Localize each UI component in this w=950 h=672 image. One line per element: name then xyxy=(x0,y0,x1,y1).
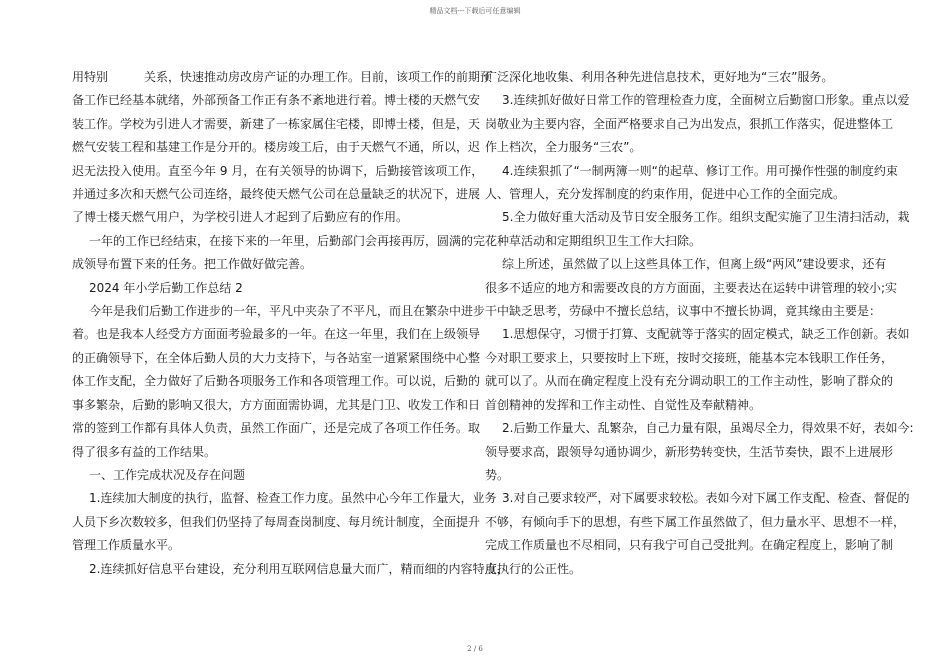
right-text-column xyxy=(485,66,914,581)
text-line: 着。也是我本人经受方方面面考验最多的一年。在这一年里，我们在上级领导 xyxy=(72,327,481,342)
page-header: 精品文档---下载后可任意编辑 xyxy=(429,7,521,15)
text-line: 装工作。学校为引进人才需要，新建了一栋家属住宅楼，即博士楼，但是，天 xyxy=(72,116,481,131)
text-line: 岗敬业为主要内容，全面严格要求自己为出发点，狠抓工作落实，促进整体工 xyxy=(485,116,894,131)
text-line: 作上档次，全力服务“三农”。 xyxy=(485,140,642,155)
text-line: 就可以了。从而在确定程度上没有充分调动职工的工作主动性，影响了群众的 xyxy=(485,374,894,389)
text-line: 2.后勤工作量大、乱繁杂，自己力量有限，虽竭尽全力，得效果不好，表如今: xyxy=(502,421,914,436)
text-line: 4.连续狠抓了“一制两簿一则“的起草、修订工作。用可操作性强的制度约束 xyxy=(502,163,898,178)
text-line: 人员下乡次数较多，但我们仍坚持了每周查岗制度、每月统计制度，全面提升 xyxy=(72,514,481,529)
text-line: 今年是我们后勤工作进步的一年，平凡中夹杂了不平凡，而且在繁杂中进步 xyxy=(89,304,486,319)
text-line: 干中缺乏思考，劳碌中不擅长总结，议事中不擅长协调，竟其缘由主要是： xyxy=(485,304,882,319)
text-line: 用特别 关系，快速推动房改房产证的办理工作。目前，该项工作的前期预 xyxy=(72,70,493,84)
text-line: 势。 xyxy=(485,467,510,482)
section-title: 2024 年小学后勤工作总结 2 xyxy=(89,280,243,295)
left-text-column xyxy=(72,66,509,581)
page-number: 2 / 6 xyxy=(467,645,483,653)
text-line: 体工作支配，全力做好了后勤各项服务工作和各项管理工作。可以说，后勤的 xyxy=(72,374,481,389)
text-line: 5.全力做好重大活动及节日安全服务工作。组织支配实施了卫生清扫活动，栽 xyxy=(502,210,910,225)
text-line: 综上所述，虽然做了以上这些具体工作，但离上级“两风”建设要求，还有 xyxy=(502,257,887,272)
text-line: 完成工作质量也不尽相同，只有我宁可自己受批判。在确定程度上，影响了制 xyxy=(485,538,894,553)
text-line: 花种草活动和定期组织卫生工作大扫除。 xyxy=(485,233,702,248)
text-line: 并通过多次和天燃气公司连络，最终使天燃气公司在总量缺乏的状况下，进展 xyxy=(72,187,481,202)
section-heading: 一、工作完成状况及存在问题 xyxy=(89,467,246,482)
text-line: 事多繁杂，后勤的影响又很大，方方面面需协调，尤其是门卫、收发工作和日 xyxy=(72,397,481,412)
text-line: 的正确领导下，在全体后勤人员的大力支持下，与各站室一道紧紧围绕中心整 xyxy=(72,350,481,365)
text-line: 很多不适应的地方和需要改良的方方面面，主要表达在运转中讲管理的较小;实 xyxy=(485,280,898,295)
text-line: 迟无法投入使用。直至今年 9 月，在有关领导的协调下，后勤接管该项工作， xyxy=(72,163,484,178)
text-line: 成领导布置下来的任务。把工作做好做完善。 xyxy=(72,257,313,272)
text-line: 3.连续抓好做好日常工作的管理检查力度，全面树立后勤窗口形象。重点以爱 xyxy=(502,93,910,108)
text-line: 一年的工作已经结束，在接下来的一年里，后勤部门会再接再厉，圆满的完 xyxy=(89,233,486,248)
text-line: 2.连续抓好信息平台建设，充分利用互联网信息量大而广，精而细的内容特点， xyxy=(89,561,509,576)
text-line: 3.对自己要求较严，对下属要求较松。表如今对下属工作支配、检查、督促的 xyxy=(502,491,910,506)
text-line: 燃气安装工程和基建工作是分开的。楼房竣工后，由于天燃气不通，所以，迟 xyxy=(72,140,481,155)
text-line: 领导要求高，跟领导勾通协调少，新形势转变快，生活节奏快，跟不上进展形 xyxy=(485,444,894,459)
text-line: 了博士楼天燃气用户，为学校引进人才起到了后勤应有的作用。 xyxy=(72,210,409,225)
text-line: 备工作已经基本就绪，外部预备工作正有条不紊地进行着。博士楼的天燃气安 xyxy=(72,93,481,108)
text-line: 管理工作质量水平。 xyxy=(72,538,181,553)
text-line: 1.思想保守，习惯于打算、支配就等于落实的固定模式，缺乏工作创新。表如 xyxy=(502,327,910,342)
text-line: 常的签到工作都有具体人负责，虽然工作面广，还是完成了各项工作任务。取 xyxy=(72,421,481,436)
text-line: 度执行的公正性。 xyxy=(485,561,582,576)
text-line: 首创精神的发挥和工作主动性、自觉性及奉献精神。 xyxy=(485,397,762,412)
text-line: 人、管理人，充分发挥制度的约束作用，促进中心工作的全面完成。 xyxy=(485,187,846,202)
text-line: 广泛深化地收集、利用各种先进信息技术，更好地为“三农”服务。 xyxy=(485,70,834,84)
text-line: 今对职工要求上，只要按时上下班，按时交接班，能基本完本钱职工作任务， xyxy=(485,350,894,365)
text-line: 1.连续加大制度的执行，监督、检查工作力度。虽然中心今年工作量大，业务 xyxy=(89,491,497,506)
text-line: 不够，有倾向手下的思想，有些下属工作虽然做了，但力量水平、思想不一样， xyxy=(485,514,906,529)
text-line: 得了很多有益的工作结果。 xyxy=(72,444,217,459)
